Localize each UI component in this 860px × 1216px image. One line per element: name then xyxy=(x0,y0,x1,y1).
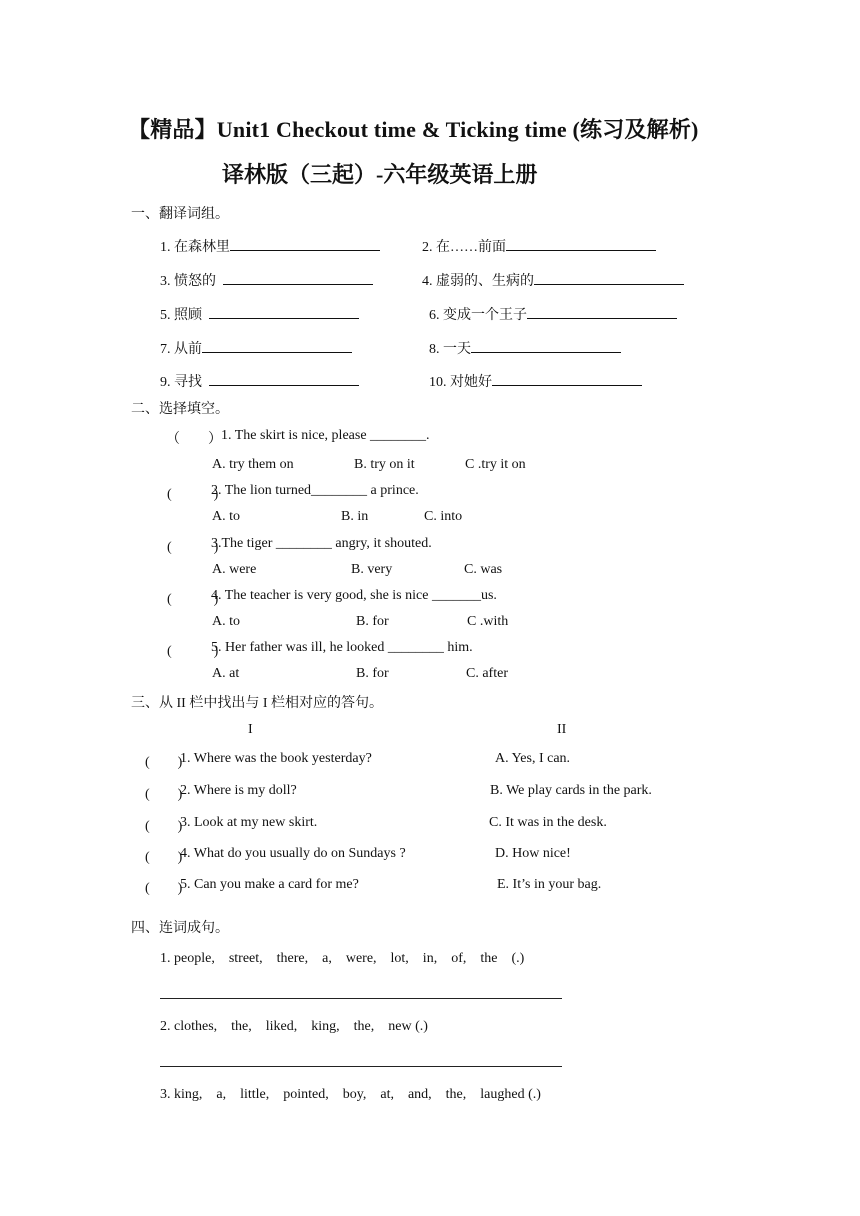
match-paren: ( ) xyxy=(145,787,183,802)
vocab-item: 2. 在……前面 xyxy=(422,236,656,256)
vocab-item: 5. 照顾 xyxy=(160,304,359,324)
option-a: A. at xyxy=(212,666,240,681)
title-line-1: 【精品】Unit1 Checkout time & Ticking time (练习及解析) xyxy=(128,117,699,142)
question-paren: ( ) xyxy=(167,644,219,659)
vocab-item: 9. 寻找 xyxy=(160,371,359,391)
match-left: 5. Can you make a card for me? xyxy=(180,877,359,892)
section2-heading: 二、选择填空。 xyxy=(131,402,229,417)
vocab-item: 4. 虚弱的、生病的 xyxy=(422,270,684,290)
match-right: C. It was in the desk. xyxy=(489,815,607,830)
answer-line xyxy=(160,998,562,999)
answer-line xyxy=(160,1066,562,1067)
option-a: A. try them on xyxy=(212,457,294,472)
option-c: C. after xyxy=(466,666,508,681)
option-c: C .try it on xyxy=(465,457,526,472)
question-paren: ( ) xyxy=(167,540,219,555)
match-left: 2. Where is my doll? xyxy=(180,783,297,798)
option-a: A. to xyxy=(212,509,240,524)
match-left: 1. Where was the book yesterday? xyxy=(180,751,372,766)
option-b: B. in xyxy=(341,509,369,524)
section3-heading: 三、从 II 栏中找出与 I 栏相对应的答句。 xyxy=(131,696,383,711)
match-paren: ( ) xyxy=(145,881,183,896)
vocab-item: 1. 在森林里 xyxy=(160,236,380,256)
match-paren: ( ) xyxy=(145,755,183,770)
option-c: C. was xyxy=(464,562,503,577)
option-b: B. for xyxy=(356,666,389,681)
question-stem: 2. The lion turned________ a prince. xyxy=(211,483,419,498)
question-stem: 1. The skirt is nice, please ________. xyxy=(221,428,430,443)
vocab-item: 6. 变成一个王子 xyxy=(429,304,677,324)
option-b: B. for xyxy=(356,614,389,629)
title-line-2: 译林版（三起）-六年级英语上册 xyxy=(222,162,538,187)
column-i-label: I xyxy=(248,722,253,737)
match-left: 3. Look at my new skirt. xyxy=(180,815,318,830)
scrambled-sentence: 3. king, a, little, pointed, boy, at, and, the, laughed (.) xyxy=(160,1087,541,1102)
match-paren: ( ) xyxy=(145,819,183,834)
match-right: E. It’s in your bag. xyxy=(497,877,602,892)
option-b: B. try on it xyxy=(354,457,415,472)
option-c: C. into xyxy=(424,509,463,524)
match-paren: ( ) xyxy=(145,850,183,865)
option-c: C .with xyxy=(467,614,509,629)
match-right: A. Yes, I can. xyxy=(495,751,571,766)
column-ii-label: II xyxy=(557,722,567,737)
match-right: D. How nice! xyxy=(495,846,571,861)
option-b: B. very xyxy=(351,562,393,577)
question-paren: ( ) xyxy=(167,592,219,607)
question-paren: ( ) xyxy=(167,487,219,502)
section1-heading: 一、翻译词组。 xyxy=(131,207,229,222)
scrambled-sentence: 2. clothes, the, liked, king, the, new (.) xyxy=(160,1019,428,1034)
question-paren: （ ） xyxy=(166,432,222,447)
vocab-item: 7. 从前 xyxy=(160,338,352,358)
question-stem: 3.The tiger ________ angry, it shouted. xyxy=(211,536,432,551)
section4-heading: 四、连词成句。 xyxy=(131,921,229,936)
option-a: A. to xyxy=(212,614,240,629)
vocab-item: 10. 对她好 xyxy=(429,371,642,391)
vocab-item: 8. 一天 xyxy=(429,338,621,358)
question-stem: 4. The teacher is very good, she is nice _______us. xyxy=(211,588,497,603)
scrambled-sentence: 1. people, street, there, a, were, lot, in, of, the (.) xyxy=(160,951,525,966)
match-right: B. We play cards in the park. xyxy=(490,783,652,798)
question-stem: 5. Her father was ill, he looked ________ him. xyxy=(211,640,473,655)
option-a: A. were xyxy=(212,562,257,577)
match-left: 4. What do you usually do on Sundays ? xyxy=(180,846,406,861)
vocab-item: 3. 愤怒的 xyxy=(160,270,373,290)
